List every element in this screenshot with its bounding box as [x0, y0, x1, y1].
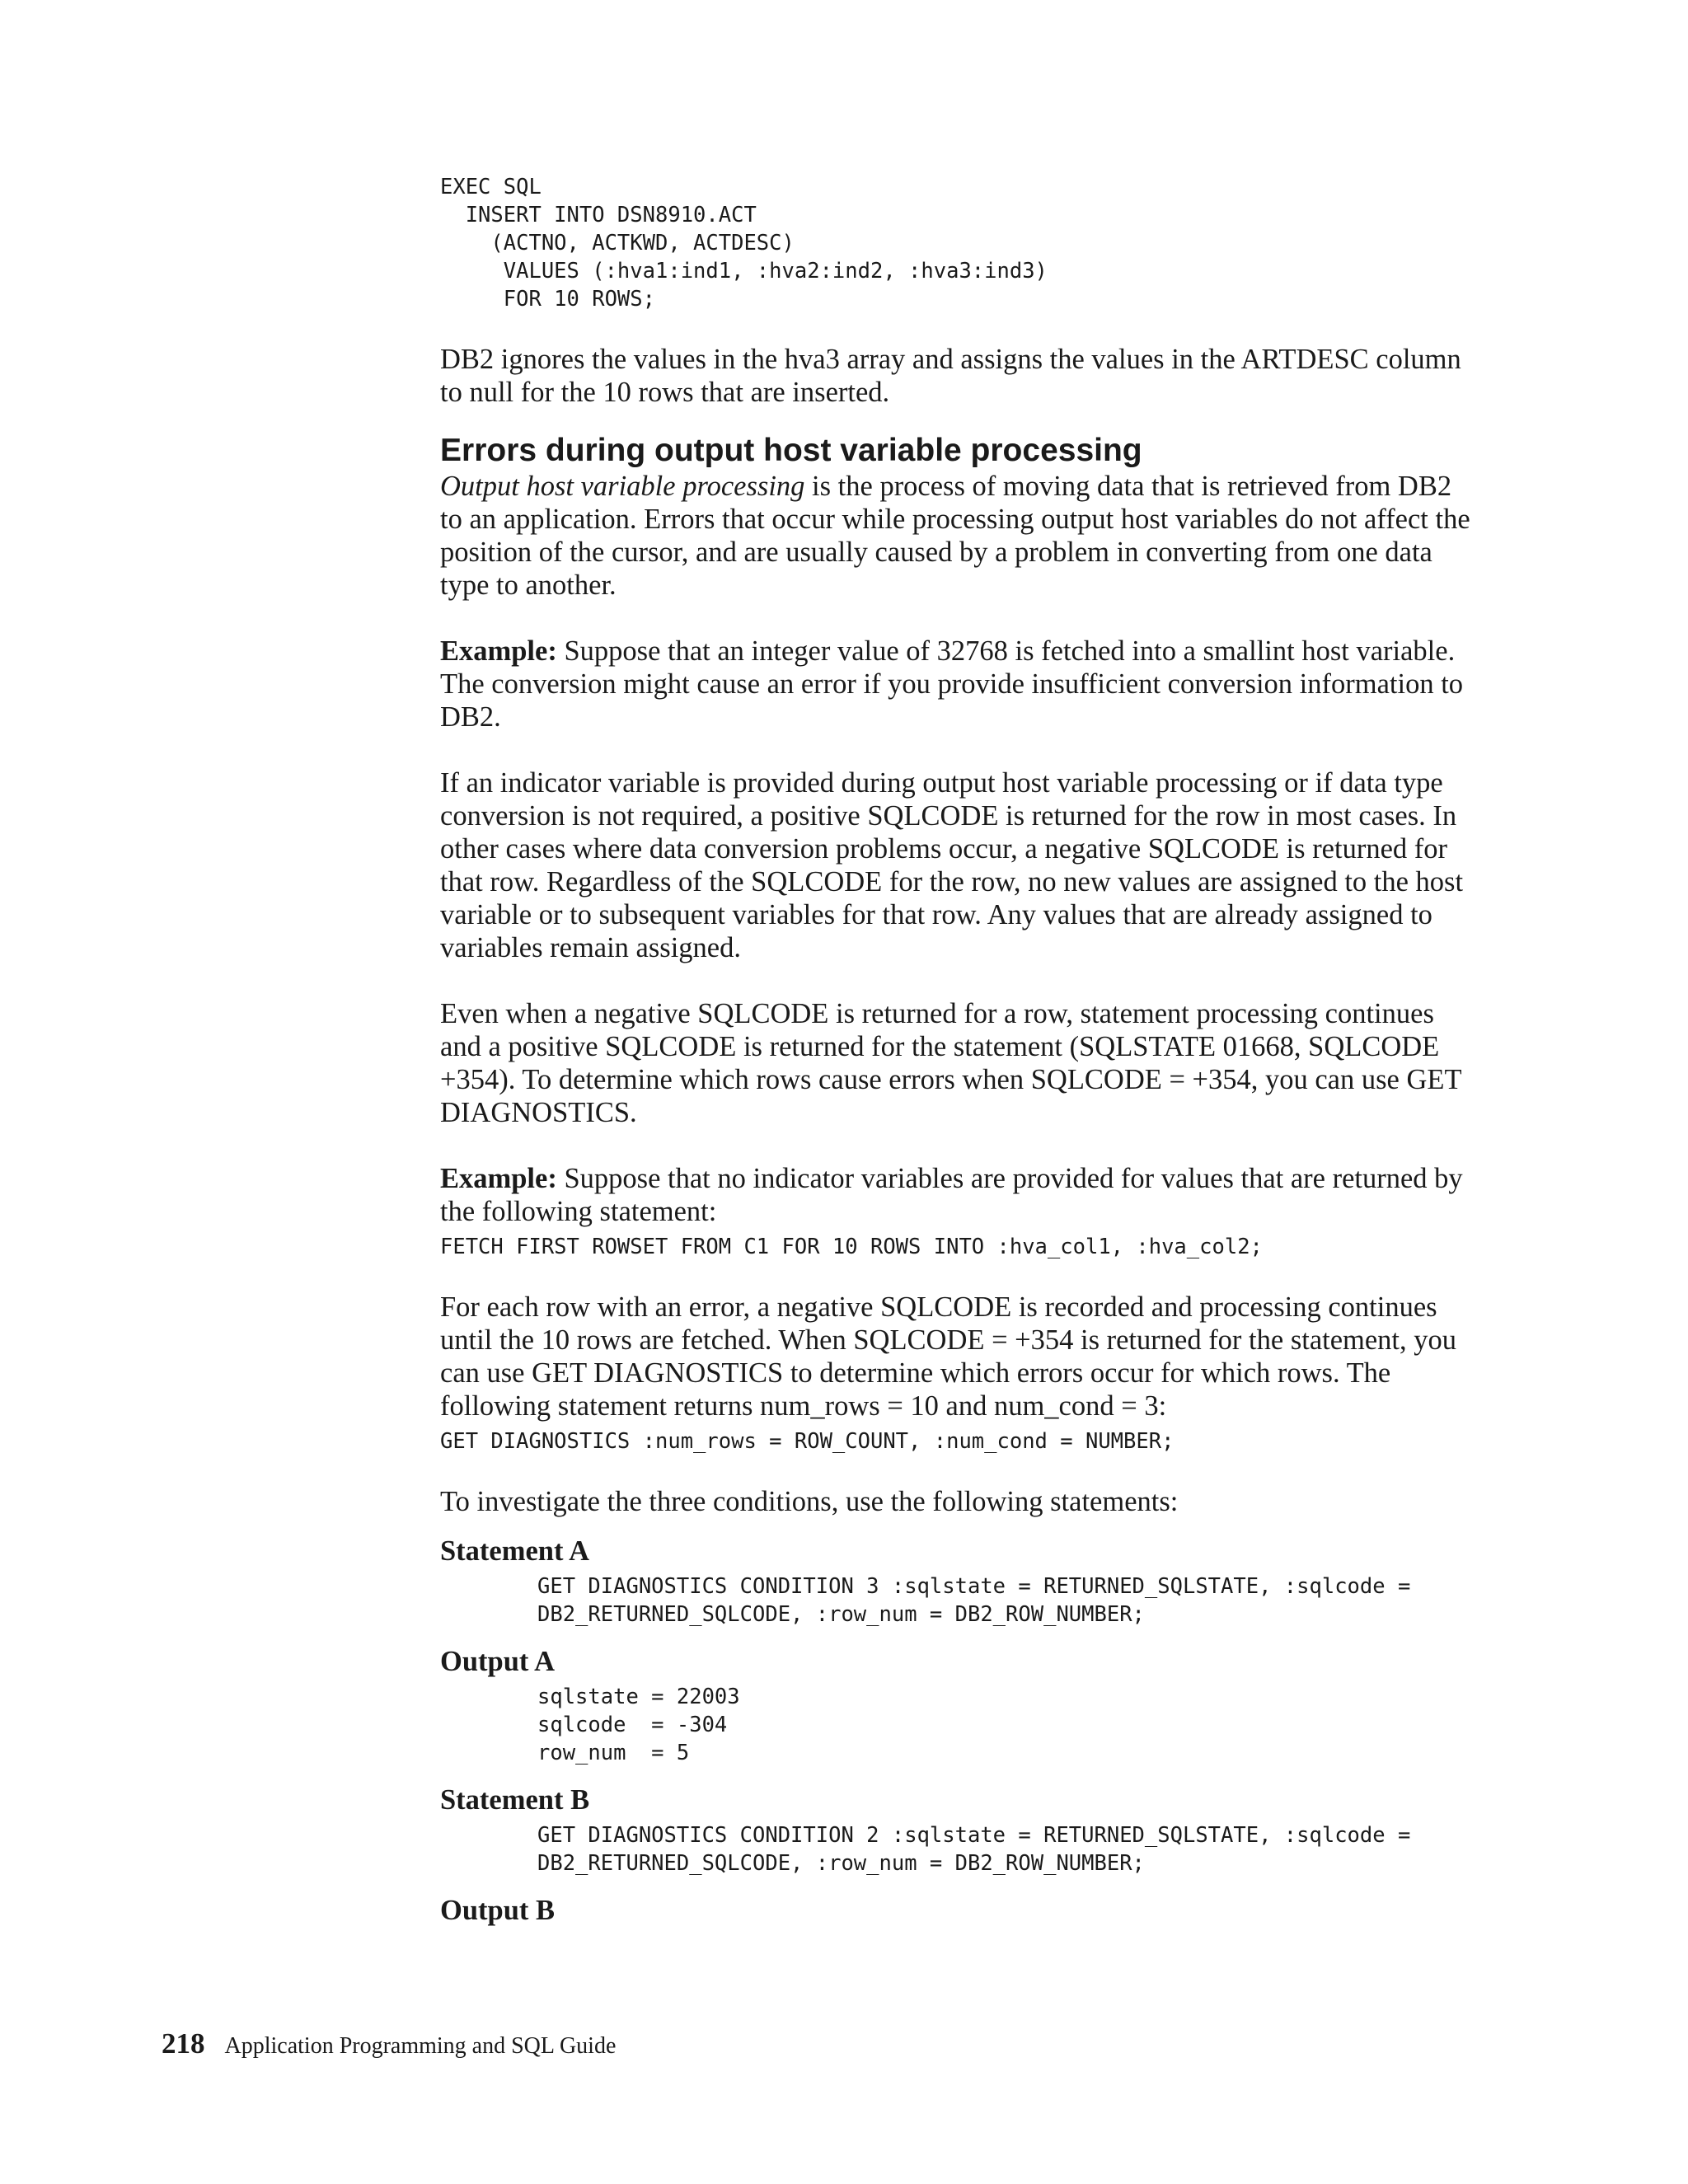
statement-a-label: Statement A [440, 1535, 590, 1567]
get-diagnostics-code-block: GET DIAGNOSTICS :num_rows = ROW_COUNT, :num_cond = NUMBER; [440, 1429, 1175, 1454]
statement-b-code: GET DIAGNOSTICS CONDITION 2 :sqlstate = RETURNED_SQLSTATE, :sqlcode = DB2_RETURNED_SQLCODE, :row_num = DB2_ROW_NUMBER; [537, 1823, 1411, 1876]
statement-b-label: Statement B [440, 1784, 590, 1816]
fetch-code-block: FETCH FIRST ROWSET FROM C1 FOR 10 ROWS INTO :hva_col1, :hva_col2; [440, 1235, 1263, 1259]
example-label: Example: [440, 1163, 557, 1194]
paragraph-investigate: To investigate the three conditions, use the following statements: [440, 1486, 1179, 1517]
example-2-text: Suppose that no indicator variables are provided for values that are returned by the following statement: [440, 1163, 1463, 1227]
definition-text: is the process of moving data that is retrieved from DB2 to an application. Errors that occur while processing output host variables do not affect the position of the cursor, and are usually caused by a problem in converting from one data type to another. [440, 471, 1470, 601]
paragraph-hva3: DB2 ignores the values in the hva3 array and assigns the values in the ARTDESC column to null for the 10 rows that are inserted. [440, 344, 1461, 408]
paragraph-negative-sqlcode: Even when a negative SQLCODE is returned for a row, statement processing continues and a positive SQLCODE is returned for the statement (SQLSTATE 01668, SQLCODE +354). To determine which rows cause errors when SQLCODE = +354, you can use GET DIAGNOSTICS. [440, 998, 1461, 1128]
book-title: Application Programming and SQL Guide [224, 2033, 617, 2059]
output-a-label: Output A [440, 1646, 556, 1677]
paragraph-definition [440, 470, 1470, 602]
paragraph-example-2 [440, 1162, 1470, 1228]
example-label: Example: [440, 635, 557, 667]
paragraph-example-1 [440, 635, 1470, 733]
page-footer [162, 2027, 616, 2060]
page-number: 218 [162, 2027, 205, 2060]
page-content [440, 173, 1470, 1927]
paragraph-indicator: If an indicator variable is provided during output host variable processing or if data type conversion is not required, a positive SQLCODE is returned for the row in most cases. In other cases where data conversion problems occur, a negative SQLCODE is returned for that row. Regardless of the SQLCODE for the row, no new values are assigned to the host variable or to subsequent variables for that row. Any values that are already assigned to variables remain assigned. [440, 767, 1464, 963]
paragraph-each-row: For each row with an error, a negative SQLCODE is recorded and processing continues until the 10 rows are fetched. When SQLCODE = +354 is returned for the statement, you can use GET DIAGNOSTICS to determine which errors occur for which rows. The following statement returns num_rows = 10 and num_cond = 3: [440, 1291, 1457, 1422]
section-heading: Errors during output host variable processing [440, 433, 1142, 468]
output-a-code: sqlstate = 22003 sqlcode = -304 row_num = 5 [537, 1685, 740, 1765]
statement-a-code: GET DIAGNOSTICS CONDITION 3 :sqlstate = RETURNED_SQLSTATE, :sqlcode = DB2_RETURNED_SQLCODE, :row_num = DB2_ROW_NUMBER; [537, 1574, 1411, 1627]
output-b-label: Output B [440, 1895, 556, 1926]
example-1-text: Suppose that an integer value of 32768 is fetched into a smallint host variable. The conversion might cause an error if you provide insufficient conversion information to DB2. [440, 635, 1464, 733]
term-emphasis: Output host variable processing [440, 471, 805, 502]
insert-code-block: EXEC SQL INSERT INTO DSN8910.ACT (ACTNO, ACTKWD, ACTDESC) VALUES (:hva1:ind1, :hva2:ind2, :hva3:ind3) FOR 10 ROWS; [440, 175, 1048, 312]
